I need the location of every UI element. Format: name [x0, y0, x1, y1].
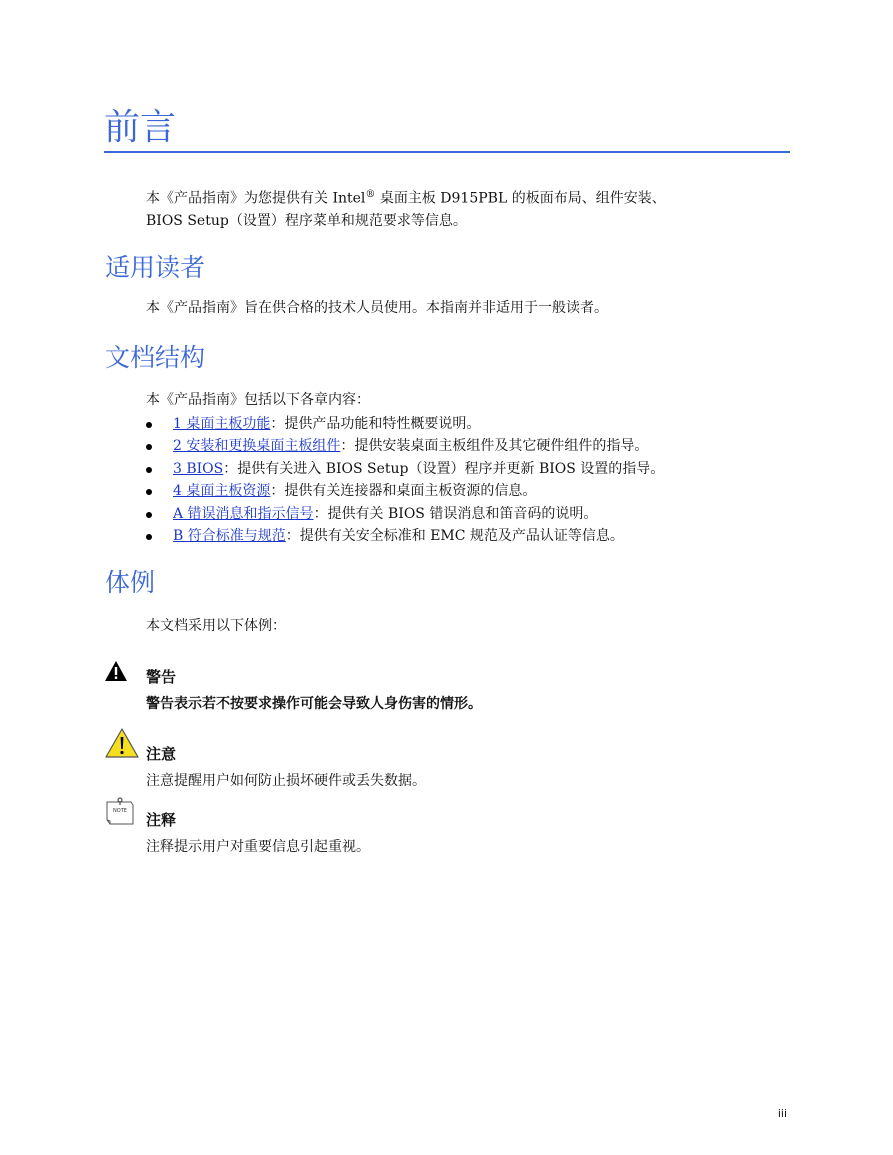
list-item — [146, 413, 664, 435]
note-icon — [104, 796, 136, 828]
bullet-icon — [146, 467, 152, 473]
title-rule — [104, 151, 790, 153]
bullet-icon — [146, 512, 152, 518]
chapter-link-4[interactable]: 4 桌面主板资源 — [173, 483, 271, 500]
caution-icon — [104, 727, 140, 759]
structure-intro: 本《产品指南》包括以下各章内容： — [146, 392, 370, 408]
chapter-link-2[interactable]: 2 安装和更换桌面主板组件 — [173, 438, 341, 455]
chapter-desc-3: ：提供有关进入 BIOS Setup（设置）程序并更新 BIOS 设置的指导。 — [223, 460, 665, 477]
structure-heading: 文档结构 — [105, 343, 206, 372]
chapter-desc-1: ：提供产品功能和特性概要说明。 — [270, 416, 481, 432]
note-text: 注释提示用户对重要信息引起重视。 — [146, 839, 370, 855]
bullet-icon — [146, 534, 152, 540]
conventions-heading: 体例 — [105, 568, 156, 597]
page-title: 前言 — [104, 107, 177, 148]
audience-heading: 适用读者 — [105, 253, 206, 282]
chapter-link-1[interactable]: 1 桌面主板功能 — [173, 416, 271, 432]
chapter-desc-a: ：提供有关 BIOS 错误消息和笛音码的说明。 — [313, 505, 598, 522]
list-item — [146, 480, 664, 502]
chapter-desc-b: ：提供有关安全标准和 EMC 规范及产品认证等信息。 — [285, 528, 624, 545]
intro-line2: BIOS Setup（设置）程序菜单和规范要求等信息。 — [146, 212, 467, 229]
chapter-link-a[interactable]: A 错误消息和指示信号 — [173, 505, 314, 522]
chapter-list — [146, 413, 664, 547]
note-title: 注释 — [146, 811, 177, 829]
chapter-desc-2: ：提供安装桌面主板组件及其它硬件组件的指导。 — [340, 438, 649, 455]
note-icon-label: NOTE — [113, 808, 127, 814]
registered-mark: ® — [365, 189, 376, 200]
page-number: iii — [777, 1107, 787, 1120]
bullet-icon — [146, 444, 152, 450]
bullet-icon — [146, 489, 152, 495]
list-item — [146, 503, 664, 525]
intro-part2: 桌面主板 D915PBL 的板面布局、组件安装、 — [375, 190, 666, 207]
chapter-desc-4: ：提供有关连接器和桌面主板资源的信息。 — [270, 483, 537, 500]
warning-title: 警告 — [146, 668, 177, 686]
warning-text: 警告表示若不按要求操作可能会导致人身伤害的情形。 — [146, 696, 482, 712]
chapter-link-3[interactable]: 3 BIOS — [173, 460, 224, 477]
conventions-intro: 本文档采用以下体例： — [146, 618, 286, 634]
list-item — [146, 525, 664, 547]
intro-part1: 本《产品指南》为您提供有关 Intel — [146, 190, 366, 207]
caution-title: 注意 — [146, 745, 177, 763]
intro-paragraph — [146, 184, 666, 232]
bullet-icon — [146, 422, 152, 428]
list-item — [146, 435, 664, 457]
warning-icon — [104, 660, 128, 682]
list-item — [146, 458, 664, 480]
caution-text: 注意提醒用户如何防止损坏硬件或丢失数据。 — [146, 773, 426, 789]
audience-text: 本《产品指南》旨在供合格的技术人员使用。本指南并非适用于一般读者。 — [146, 300, 608, 316]
chapter-link-b[interactable]: B 符合标准与规范 — [173, 528, 286, 545]
